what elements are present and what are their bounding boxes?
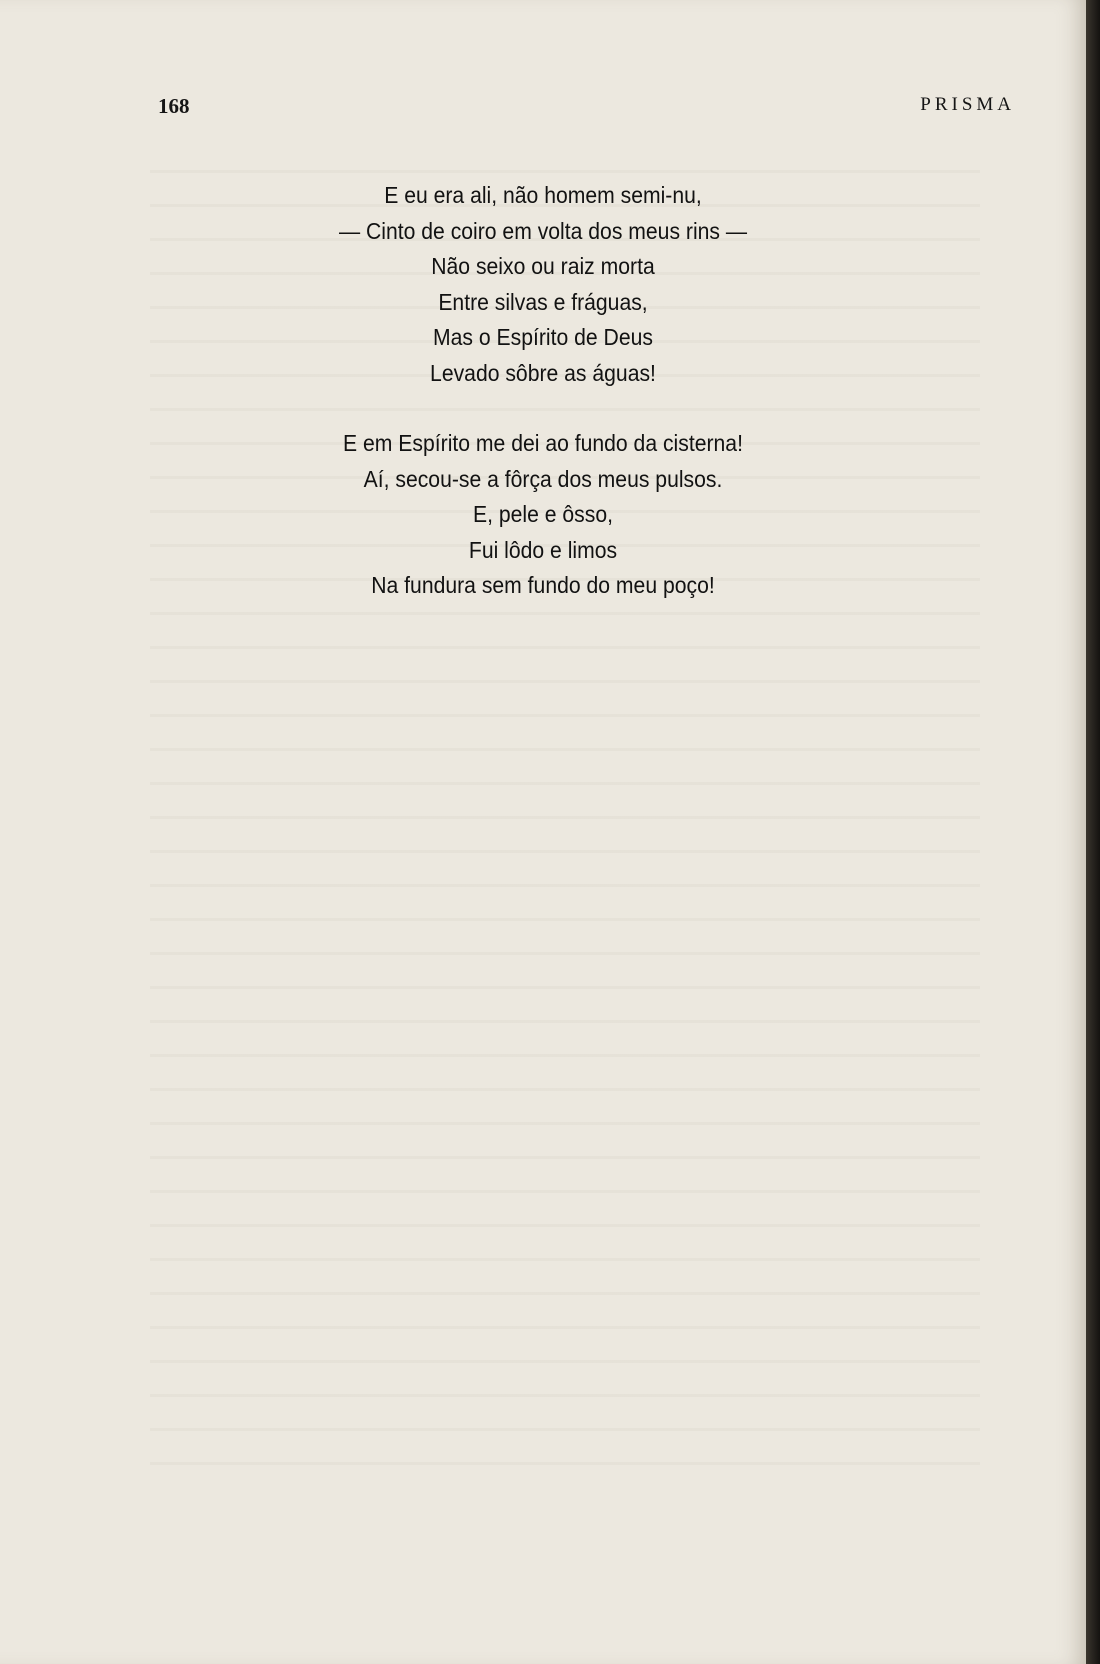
stanza — [0, 178, 1086, 391]
poem-line: E eu era ali, não homem semi-nu, — [384, 182, 702, 208]
page-header — [158, 94, 1015, 124]
poem-line: Fui lôdo e limos — [468, 536, 618, 563]
poem-line: Na fundura sem fundo do meu poço! — [371, 572, 715, 598]
stanza — [0, 426, 1086, 604]
book-spine-shadow — [1086, 0, 1100, 1664]
poem — [0, 178, 1086, 639]
poem-line: E, pele e ôsso, — [473, 501, 613, 527]
poem-line: Entre silvas e fráguas, — [438, 288, 648, 315]
poem-line: — Cinto de coiro em volta dos meus rins — — [338, 217, 748, 244]
poem-line: Mas o Espírito de Deus — [433, 324, 653, 350]
poem-line: Não seixo ou raiz morta — [431, 253, 655, 279]
poem-line: Aí, secou-se a fôrça dos meus pulsos. — [363, 465, 723, 492]
poem-line: Levado sôbre as águas! — [430, 359, 656, 386]
page-number: 168 — [158, 94, 190, 118]
poem-line: E em Espírito me dei ao fundo da cisterna! — [343, 430, 743, 456]
running-title: PRISMA — [920, 94, 1015, 115]
